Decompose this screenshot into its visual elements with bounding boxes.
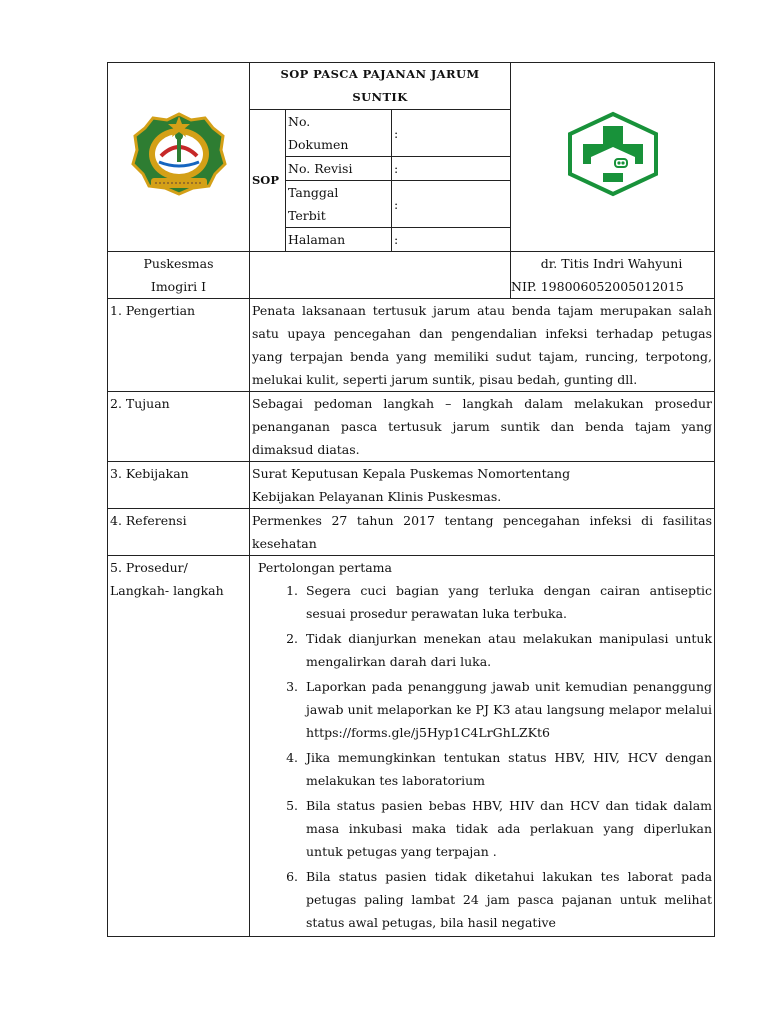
field-value-tanggal-terbit: : xyxy=(392,181,511,228)
section-text-kebijakan: Surat Keputusan Kepala Puskemas Nomortentang Kebijakan Pelayanan Klinis Puskesmas. xyxy=(250,462,715,509)
section-label-referensi: 4. Referensi xyxy=(108,509,250,556)
list-item: 2. Tidak dianjurkan menekan atau melakukan manipulasi untuk mengalirkan darah dari luka. xyxy=(302,627,712,673)
field-label-tanggal-terbit: Tanggal Terbit xyxy=(286,181,392,228)
field-value-halaman: : xyxy=(392,228,511,252)
section-label-prosedur: 5. Prosedur/ Langkah- langkah xyxy=(108,556,250,937)
sop-table xyxy=(107,62,715,937)
section-label-pengertian: 1. Pengertian xyxy=(108,299,250,392)
regency-emblem xyxy=(129,112,229,196)
field-value-no-revisi: : xyxy=(392,157,511,181)
signer-block xyxy=(511,252,715,299)
list-item: 4. Jika memungkinkan tentukan status HBV, HIV, HCV dengan melakukan tes laboratorium xyxy=(302,746,712,792)
title-line-1: SOP PASCA PAJANAN JARUM xyxy=(280,67,480,81)
signer-name: dr. Titis Indri Wahyuni xyxy=(540,256,683,271)
list-item: 6. Bila status pasien tidak diketahui lakukan tes laborat pada petugas paling lambat 24 jam pasca pajanan untuk melihat status awal petugas, bila hasil negative xyxy=(302,865,712,934)
section-body-prosedur xyxy=(250,556,715,937)
list-item: 1. Segera cuci bagian yang terluka dengan cairan antiseptic sesuai prosedur perawatan luka terbuka. xyxy=(302,579,712,625)
section-text-pengertian: Penata laksanaan tertusuk jarum atau benda tajam merupakan salah satu upaya pencegahan dan pengendalian infeksi terhadap petugas yang terpajan benda yang memiliki sudut tajam, runcing, terpotong, melukai kulit, seperti jarum suntik, pisau bedah, gunting dll. xyxy=(250,299,715,392)
document-title xyxy=(250,63,511,110)
title-line-2: SUNTIK xyxy=(352,90,408,104)
organization-name: Puskesmas Imogiri I xyxy=(108,252,250,299)
regency-emblem-cell xyxy=(108,63,250,252)
section-text-referensi: Permenkes 27 tahun 2017 tentang pencegahan infeksi di fasilitas kesehatan xyxy=(250,509,715,556)
section-label-kebijakan: 3. Kebijakan xyxy=(108,462,250,509)
list-item: 5. Bila status pasien bebas HBV, HIV dan HCV dan tidak dalam masa inkubasi maka tidak ada perlakuan yang diperlukan untuk petugas yang terpajan . xyxy=(302,794,712,863)
section-label-tujuan: 2. Tujuan xyxy=(108,392,250,462)
sop-document xyxy=(107,62,714,958)
section-text-tujuan: Sebagai pedoman langkah – langkah dalam melakukan prosedur penanganan pasca tertusuk jarum suntik dan benda tajam yang dimaksud diatas. xyxy=(250,392,715,462)
puskesmas-logo-cell xyxy=(511,63,715,252)
signature-blank xyxy=(250,252,511,299)
field-label-halaman: Halaman xyxy=(286,228,392,252)
puskesmas-cross-logo xyxy=(565,111,661,197)
sop-label: SOP xyxy=(250,110,286,252)
prosedur-heading: Pertolongan pertama xyxy=(258,560,392,575)
field-label-no-dokumen: No. Dokumen xyxy=(286,110,392,157)
field-value-no-dokumen: : xyxy=(392,110,511,157)
prosedur-steps xyxy=(252,579,712,934)
list-item: 3. Laporkan pada penanggung jawab unit kemudian penanggung jawab unit melaporkan ke PJ K3 atau langsung melapor melalui https://forms.gle/j5Hyp1C4LrGhLZKt6 xyxy=(302,675,712,744)
field-label-no-revisi: No. Revisi xyxy=(286,157,392,181)
signer-nip: NIP. 198006052005012015 xyxy=(511,279,684,294)
